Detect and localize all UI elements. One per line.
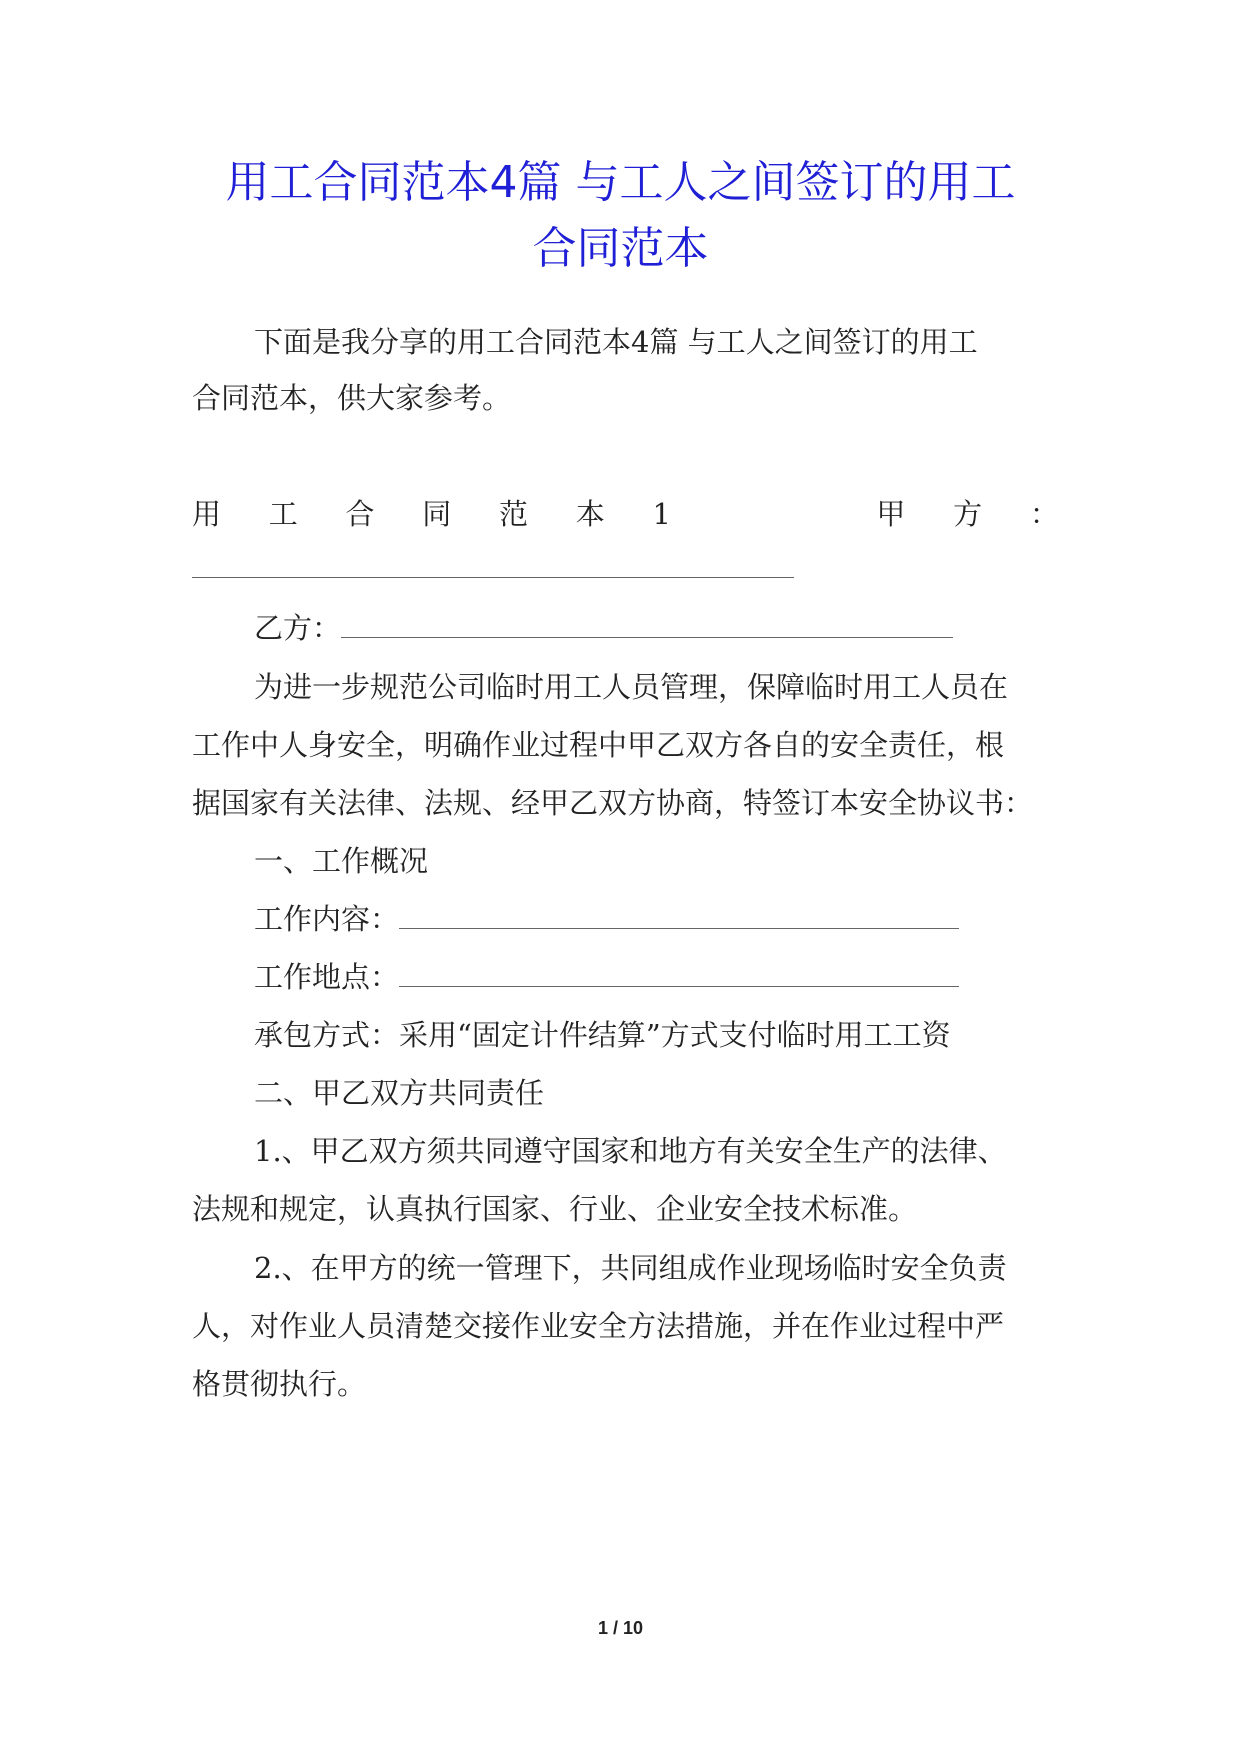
item2-line2: 人，对作业人员清楚交接作业安全方法措施，并在作业过程中严 <box>192 1309 1005 1343</box>
item1-line2: 法规和规定，认真执行国家、行业、企业安全技术标准。 <box>192 1192 918 1226</box>
heading-spacer <box>719 494 829 534</box>
heading-char: 甲 <box>876 497 906 531</box>
document-title-line2: 合同范本 <box>532 223 709 274</box>
para1-line1: 为进一步规范公司临时用工人员管理，保障临时用工人员在 <box>254 670 1009 704</box>
item2-line3: 格贯彻执行。 <box>192 1367 367 1401</box>
contract-heading <box>192 494 1059 534</box>
party-b-underline <box>341 615 953 638</box>
heading-char: 合 <box>345 497 375 531</box>
heading-char: 本 <box>575 497 605 531</box>
para1-line3: 据国家有关法律、法规、经甲乙双方协商，特签订本安全协议书： <box>192 786 1034 820</box>
heading-char: ： <box>1029 497 1059 531</box>
para1-line2: 工作中人身安全，明确作业过程中甲乙双方各自的安全责任，根 <box>192 728 1005 762</box>
contract-method: 承包方式：采用“固定计件结算”方式支付临时用工工资 <box>254 1018 951 1052</box>
work-location-underline <box>399 964 959 987</box>
party-a-underline <box>192 555 794 578</box>
section1-heading: 一、工作概况 <box>254 844 429 878</box>
party-b-label: 乙方： <box>254 611 342 645</box>
work-content-underline <box>399 906 959 929</box>
party-a-blank-line <box>192 548 1062 588</box>
heading-char: 用 <box>192 497 222 531</box>
heading-char: 范 <box>499 497 529 531</box>
heading-char: 1 <box>652 497 671 531</box>
heading-char: 方 <box>953 497 983 531</box>
section2-heading: 二、甲乙双方共同责任 <box>254 1076 545 1110</box>
heading-char: 同 <box>422 497 452 531</box>
work-location-line <box>254 957 1124 997</box>
heading-char: 工 <box>268 497 298 531</box>
document-title-line1: 用工合同范本4篇 与工人之间签订的用工 <box>225 157 1016 208</box>
work-location-label: 工作地点： <box>254 960 400 994</box>
item2-line1: 2.、在甲方的统一管理下，共同组成作业现场临时安全负责 <box>254 1251 1007 1285</box>
intro-line2: 合同范本，供大家参考。 <box>192 381 512 415</box>
intro-line1: 下面是我分享的用工合同范本4篇 与工人之间签订的用工 <box>254 325 978 359</box>
page-number: 1 / 10 <box>597 1618 644 1638</box>
party-b-line <box>254 608 1124 648</box>
item1-line1: 1.、甲乙双方须共同遵守国家和地方有关安全生产的法律、 <box>254 1134 1007 1168</box>
work-content-label: 工作内容： <box>254 902 400 936</box>
work-content-line <box>254 899 1124 939</box>
